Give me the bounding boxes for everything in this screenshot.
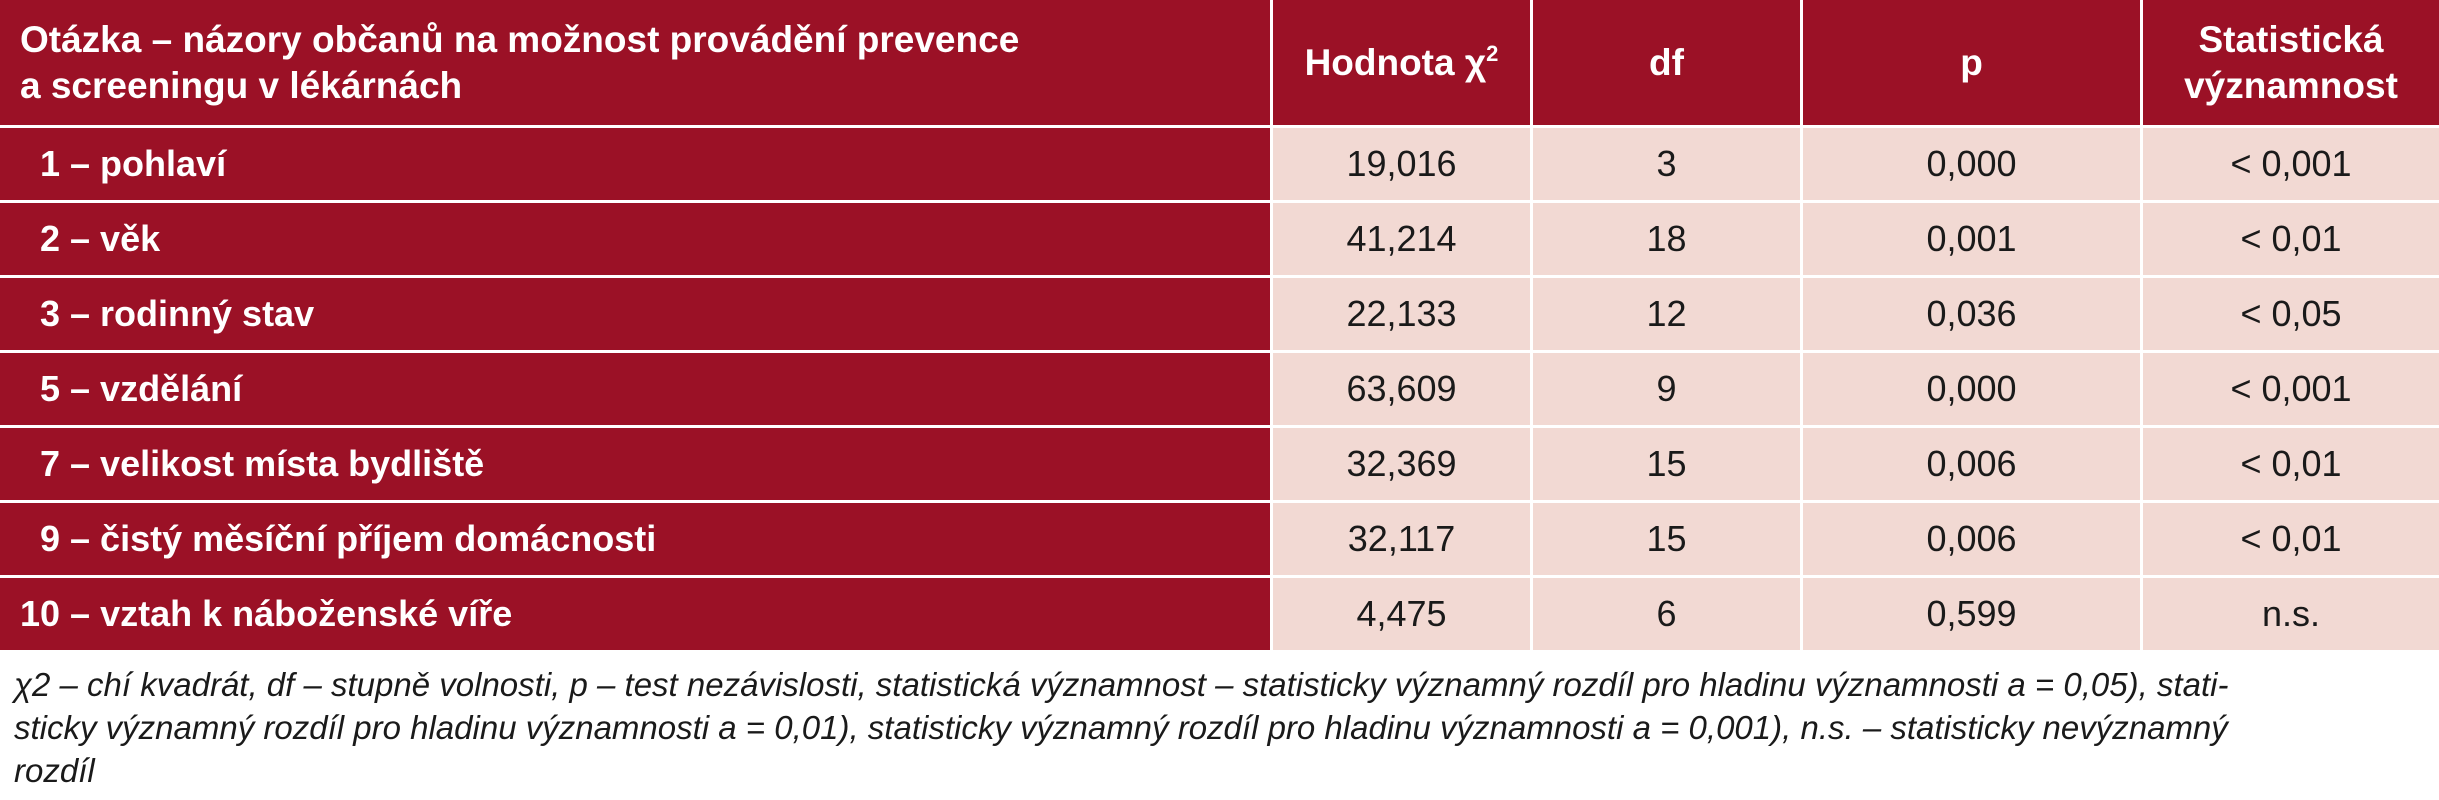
row-p: 0,006 — [1800, 503, 2140, 578]
row-chi: 4,475 — [1270, 578, 1530, 650]
row-chi: 32,369 — [1270, 428, 1530, 503]
table-header — [0, 0, 2439, 128]
row-df: 12 — [1530, 278, 1800, 353]
row-significance: < 0,01 — [2140, 203, 2439, 278]
footnote-line2: sticky významný rozdíl pro hladinu významnosti a = 0,01), statisticky významný rozdíl pro hladinu významnosti a = 0,001), n.s. – statisticky nevýznamný — [14, 709, 2228, 746]
row-p: 0,036 — [1800, 278, 2140, 353]
row-question: 3 – rodinný stav — [0, 278, 1270, 353]
table-row — [0, 503, 2439, 578]
table-footnote — [14, 663, 2434, 792]
table-row — [0, 428, 2439, 503]
row-p: 0,599 — [1800, 578, 2140, 650]
footnote-line1: χ2 – chí kvadrát, df – stupně volnosti, p – test nezávislosti, statistická významnost – statisticky významný rozdíl pro hladinu významnosti a = 0,05), stati- — [14, 666, 2229, 703]
row-chi: 22,133 — [1270, 278, 1530, 353]
table-row — [0, 203, 2439, 278]
header-p: p — [1800, 0, 2140, 128]
row-significance: < 0,001 — [2140, 353, 2439, 428]
row-significance: < 0,01 — [2140, 503, 2439, 578]
row-df: 6 — [1530, 578, 1800, 650]
row-question: 10 – vztah k náboženské víře — [0, 578, 1270, 650]
row-question: 7 – velikost místa bydliště — [0, 428, 1270, 503]
header-significance-line2: významnost — [2184, 64, 2398, 106]
header-df: df — [1530, 0, 1800, 128]
row-significance: < 0,01 — [2140, 428, 2439, 503]
table-row — [0, 128, 2439, 203]
row-question: 2 – věk — [0, 203, 1270, 278]
header-chi — [1270, 0, 1530, 128]
row-significance: n.s. — [2140, 578, 2439, 650]
row-df: 9 — [1530, 353, 1800, 428]
header-question-line2: a screeningu v lékárnách — [20, 64, 463, 106]
header-chi-label: Hodnota χ — [1304, 41, 1487, 83]
row-df: 3 — [1530, 128, 1800, 203]
header-chi-sup: 2 — [1486, 40, 1499, 66]
header-significance — [2140, 0, 2439, 128]
row-p: 0,000 — [1800, 128, 2140, 203]
footnote-line3: rozdíl — [14, 752, 95, 789]
row-df: 15 — [1530, 428, 1800, 503]
table-row — [0, 278, 2439, 353]
table-row — [0, 353, 2439, 428]
row-significance: < 0,05 — [2140, 278, 2439, 353]
row-df: 15 — [1530, 503, 1800, 578]
row-chi: 41,214 — [1270, 203, 1530, 278]
header-question — [0, 0, 1270, 128]
table-body — [0, 128, 2439, 650]
header-question-line1: Otázka – názory občanů na možnost provádění prevence — [20, 18, 1020, 60]
table-row — [0, 578, 2439, 650]
row-question: 9 – čistý měsíční příjem domácnosti — [0, 503, 1270, 578]
row-significance: < 0,001 — [2140, 128, 2439, 203]
row-question: 1 – pohlaví — [0, 128, 1270, 203]
row-df: 18 — [1530, 203, 1800, 278]
row-chi: 19,016 — [1270, 128, 1530, 203]
row-p: 0,006 — [1800, 428, 2140, 503]
header-significance-line1: Statistická — [2198, 18, 2384, 60]
header-row — [0, 0, 2439, 128]
row-chi: 32,117 — [1270, 503, 1530, 578]
row-p: 0,001 — [1800, 203, 2140, 278]
row-question: 5 – vzdělání — [0, 353, 1270, 428]
row-p: 0,000 — [1800, 353, 2140, 428]
row-chi: 63,609 — [1270, 353, 1530, 428]
